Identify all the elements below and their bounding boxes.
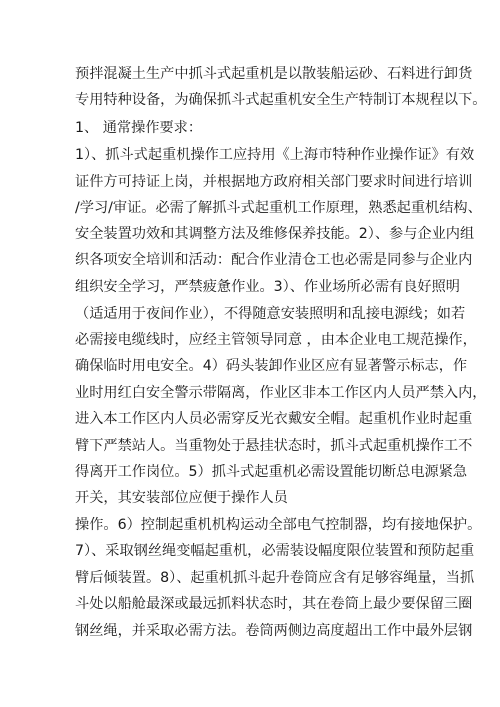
text-line: 证件方可持证上岗，并根据地方政府相关部门要求时间进行培训 — [75, 174, 473, 190]
text-line: 专用特种设备，为确保抓斗式起重机安全生产特制订本规程以下。 — [75, 92, 487, 108]
text-line: （适适用于夜间作业），不得随意安装照明和乱接电源线；如若 — [75, 306, 466, 322]
text-line: 开关，其安装部位应便于操作人员 — [75, 490, 288, 506]
text-line: 斗处以船舱最深或最远抓料状态时，其在卷筒上最少要保留三圈 — [75, 596, 473, 612]
text-line: 臂后倾装置。8）、起重机抓斗起升卷筒应含有足够容绳量，当抓 — [75, 570, 475, 586]
text-line: 必需接电缆线时，应经主管领导同意 ，由本企业电工规范操作， — [75, 332, 477, 348]
text-line: 操作。6）控制起重机机构运动全部电气控制器，均有接地保护。 — [75, 517, 482, 533]
text-line: 钢丝绳，并采取必需方法。卷筒两侧边高度超出工作中最外层钢 — [75, 623, 473, 639]
text-line: 安全装置功效和其调整方法及维修保养技能。2）、参与企业内组 — [75, 226, 475, 242]
text-line: 预拌混凝土生产中抓斗式起重机是以散装船运砂、石料进行卸货 — [75, 66, 473, 82]
text-line: 7）、采取钢丝绳变幅起重机，必需装设幅度限位装置和预防起重 — [75, 543, 475, 559]
section-heading: 1、 通常操作要求： — [75, 120, 203, 136]
text-line: 臂下严禁站人。当重物处于悬挂状态时，抓斗式起重机操作工不 — [75, 438, 473, 454]
text-line: 织各项安全培训和活动：配合作业清仓工也必需是同参与企业内 — [75, 252, 473, 268]
text-line: 1）、抓斗式起重机操作工应持用《上海市特种作业操作证》有效 — [75, 147, 475, 163]
text-line: 业时用红白安全警示带隔离，作业区非本工作区内人员严禁入内， — [75, 385, 487, 401]
text-line: 组织安全学习，严禁疲惫作业。3）、作业场所必需有良好照明 — [75, 279, 460, 295]
text-line: 确保临时用电安全。4）码头装卸作业区应有显著警示标志，作 — [75, 358, 468, 374]
text-line: 得离开工作岗位。5）抓斗式起重机必需设置能切断总电源紧急 — [75, 464, 468, 480]
text-line: /学习/审证。必需了解抓斗式起重机工作原理，熟悉起重机结构、 — [75, 200, 482, 216]
text-line: 进入本工作区内人员必需穿反光衣戴安全帽。起重机作业时起重 — [75, 411, 473, 427]
